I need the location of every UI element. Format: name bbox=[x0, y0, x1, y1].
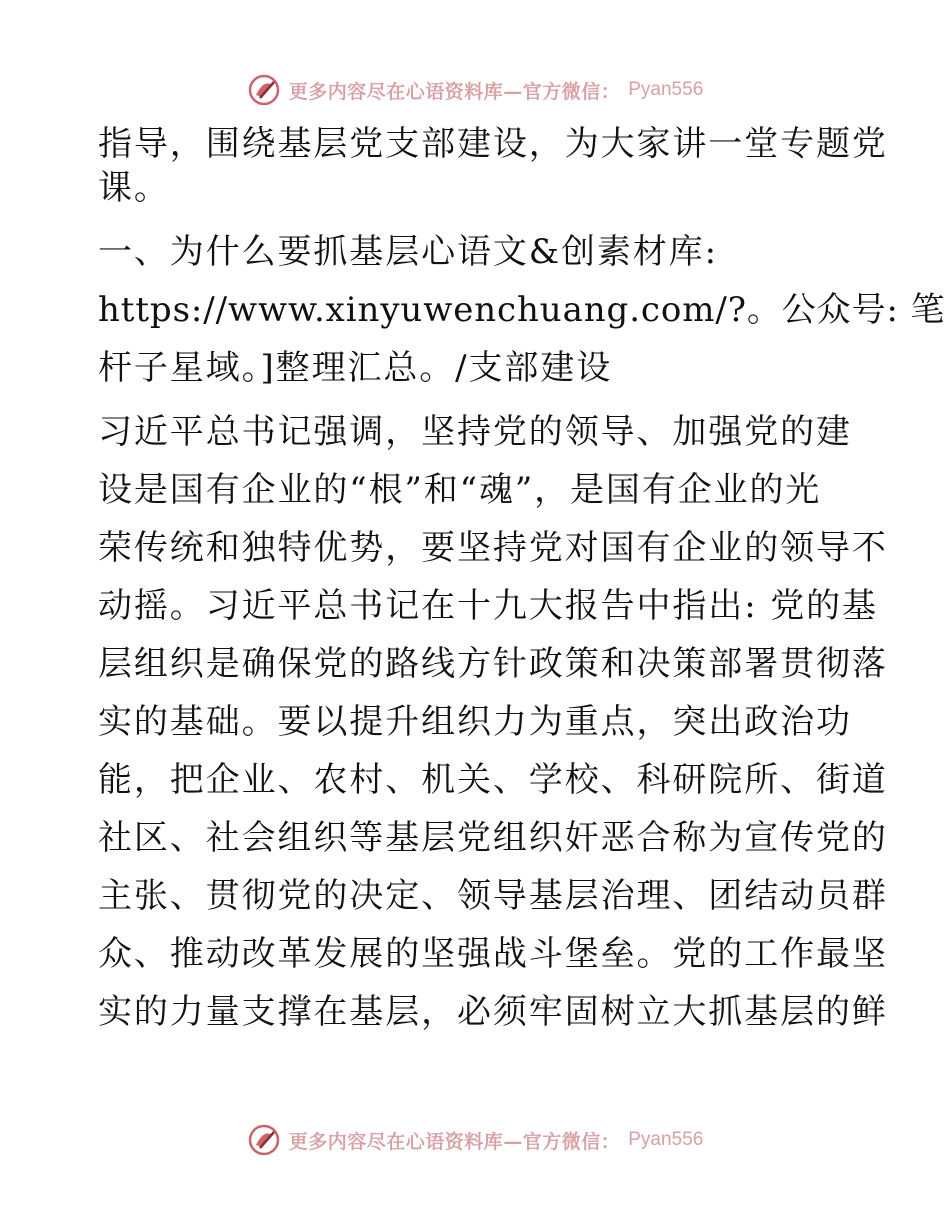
footer-watermark bbox=[0, 1120, 950, 1160]
body-line: 动摇。习近平总书记在十九大报告中指出: 党的基 bbox=[98, 586, 878, 626]
brand-logo-icon bbox=[247, 1123, 281, 1157]
body-line: 荣传统和独特优势，要坚持党对国有企业的领导不 bbox=[98, 528, 888, 568]
section-heading: 一、为什么要抓基层心语文&创素材库: bbox=[98, 232, 718, 272]
body-line: 指导，围绕基层党支部建设，为大家讲一堂专题党 bbox=[98, 124, 888, 164]
body-line: 社区、社会组织等基层党组织奸恶合称为宣传党的 bbox=[98, 818, 888, 858]
body-line: 能，把企业、农村、机关、学校、科研院所、街道 bbox=[98, 760, 888, 800]
body-line: 众、推动改革发展的坚强战斗堡垒。党的工作最坚 bbox=[98, 934, 888, 974]
watermark-text: 更多内容尽在心语资料库—官方微信： bbox=[288, 80, 621, 103]
body-line: 主张、贯彻党的决定、领导基层治理、团结动员群 bbox=[98, 876, 888, 916]
body-line: 课。 bbox=[98, 168, 170, 208]
watermark-wechat-id: Pyan556 bbox=[628, 79, 704, 100]
header-watermark bbox=[0, 70, 950, 110]
watermark-wechat-id: Pyan556 bbox=[628, 1129, 704, 1150]
body-line: 实的力量支撑在基层，必须牢固树立大抓基层的鲜 bbox=[98, 992, 888, 1032]
body-line: 层组织是确保党的路线方针政策和决策部署贯彻落 bbox=[98, 644, 888, 684]
body-line: https://www.xinyuwenchuang.com/?。公众号: 笔 bbox=[98, 290, 946, 330]
watermark-text: 更多内容尽在心语资料库—官方微信： bbox=[288, 1130, 621, 1153]
body-line: 实的基础。要以提升组织力为重点，突出政治功 bbox=[98, 702, 852, 742]
body-line: 设是国有企业的“根”和“魂”，是国有企业的光 bbox=[98, 470, 822, 510]
body-line: 杆子星域。]整理汇总。/支部建设 bbox=[98, 348, 613, 388]
brand-logo-icon bbox=[247, 73, 281, 107]
document-body bbox=[98, 122, 946, 1034]
body-line: 习近平总书记强调，坚持党的领导、加强党的建 bbox=[98, 412, 852, 452]
